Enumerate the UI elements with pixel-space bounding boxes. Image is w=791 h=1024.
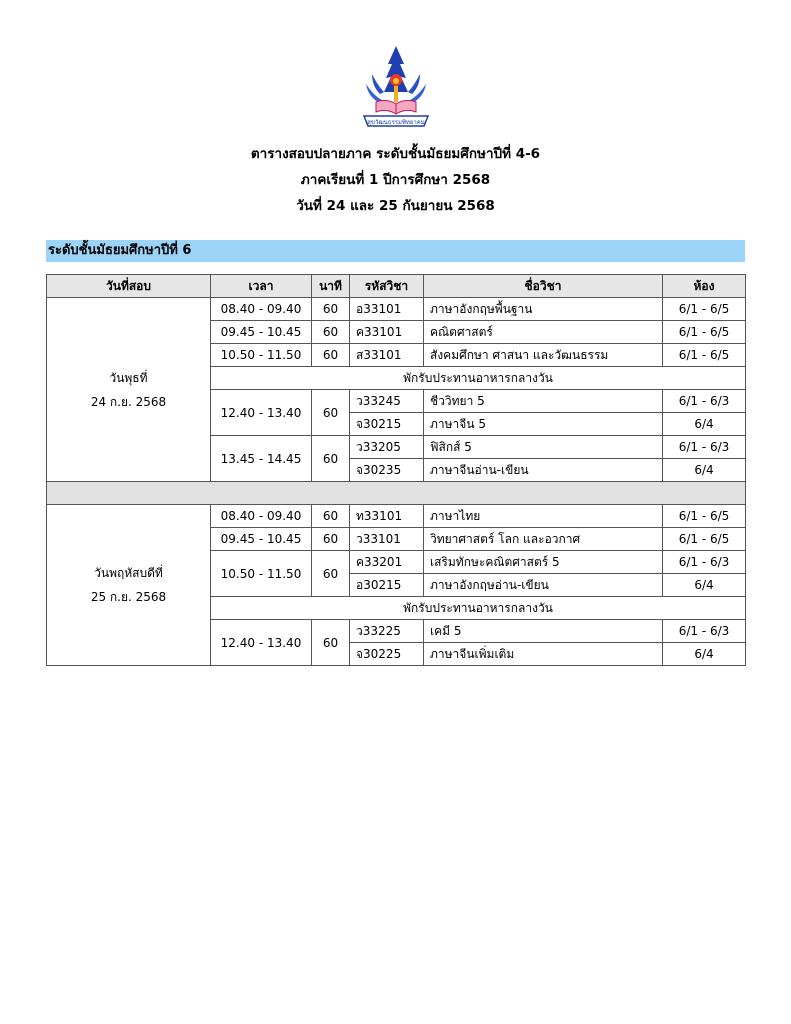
code-cell: ว33205: [350, 436, 424, 459]
time-cell: 13.45 - 14.45: [211, 436, 312, 482]
subject-cell: ภาษาอังกฤษพื้นฐาน: [424, 298, 663, 321]
subject-cell: ภาษาจีน 5: [424, 413, 663, 436]
code-cell: ว33101: [350, 528, 424, 551]
code-cell: อ30215: [350, 574, 424, 597]
room-cell: 6/1 - 6/5: [663, 298, 746, 321]
time-cell: 10.50 - 11.50: [211, 551, 312, 597]
minutes-cell: 60: [312, 551, 350, 597]
room-cell: 6/1 - 6/3: [663, 551, 746, 574]
col-header-subject: ชื่อวิชา: [424, 275, 663, 298]
page-title: ตารางสอบปลายภาค ระดับชั้นมัธยมศึกษาปีที่ 4-6: [250, 146, 541, 162]
lunch-break-label: พักรับประทานอาหารกลางวัน: [211, 367, 746, 390]
day-date: 24 ก.ย. 2568: [90, 394, 167, 409]
room-cell: 6/4: [663, 574, 746, 597]
day-name: วันพุธที่: [109, 370, 148, 385]
room-cell: 6/1 - 6/3: [663, 436, 746, 459]
time-cell: 08.40 - 09.40: [211, 298, 312, 321]
time-cell: 10.50 - 11.50: [211, 344, 312, 367]
lunch-break-label: พักรับประทานอาหารกลางวัน: [211, 597, 746, 620]
day-name: วันพฤหัสบดีที่: [94, 566, 163, 580]
day-separator-row: [47, 482, 746, 505]
room-cell: 6/1 - 6/3: [663, 620, 746, 643]
header: [0, 141, 791, 219]
minutes-cell: 60: [312, 344, 350, 367]
room-cell: 6/4: [663, 459, 746, 482]
code-cell: ว33225: [350, 620, 424, 643]
subject-cell: ภาษาอังกฤษอ่าน-เขียน: [424, 574, 663, 597]
subject-cell: สังคมศึกษา ศาสนา และวัฒนธรรม: [424, 344, 663, 367]
day-separator: [47, 482, 746, 505]
room-cell: 6/1 - 6/5: [663, 505, 746, 528]
code-cell: จ30235: [350, 459, 424, 482]
col-header-time: เวลา: [211, 275, 312, 298]
code-cell: ท33101: [350, 505, 424, 528]
time-cell: 09.45 - 10.45: [211, 321, 312, 344]
col-header-room: ห้อง: [663, 275, 746, 298]
minutes-cell: 60: [312, 436, 350, 482]
logo-motto: สุขวัฒนธรรมพิทยาคม: [367, 119, 425, 126]
semester-line: ภาคเรียนที่ 1 ปีการศึกษา 2568: [300, 172, 491, 188]
code-cell: ค33201: [350, 551, 424, 574]
time-cell: 12.40 - 13.40: [211, 390, 312, 436]
time-cell: 08.40 - 09.40: [211, 505, 312, 528]
code-cell: จ30215: [350, 413, 424, 436]
level-banner: ระดับชั้นมัธยมศึกษาปีที่ 6: [46, 240, 745, 262]
subject-cell: คณิตศาสตร์: [424, 321, 663, 344]
room-cell: 6/1 - 6/5: [663, 321, 746, 344]
code-cell: จ30225: [350, 643, 424, 666]
code-cell: อ33101: [350, 298, 424, 321]
room-cell: 6/1 - 6/5: [663, 344, 746, 367]
subject-cell: ภาษาจีนอ่าน-เขียน: [424, 459, 663, 482]
subject-cell: เสริมทักษะคณิตศาสตร์ 5: [424, 551, 663, 574]
room-cell: 6/4: [663, 413, 746, 436]
exam-schedule-table: [46, 274, 746, 666]
minutes-cell: 60: [312, 321, 350, 344]
subject-cell: เคมี 5: [424, 620, 663, 643]
code-cell: ค33101: [350, 321, 424, 344]
subject-cell: ภาษาจีนเพิ่มเติม: [424, 643, 663, 666]
exam-dates: วันที่ 24 และ 25 กันยายน 2568: [296, 198, 495, 214]
minutes-cell: 60: [312, 620, 350, 666]
col-header-code: รหัสวิชา: [350, 275, 424, 298]
code-cell: ว33245: [350, 390, 424, 413]
minutes-cell: 60: [312, 528, 350, 551]
day-cell: [47, 505, 211, 666]
table-row: [47, 505, 746, 528]
code-cell: ส33101: [350, 344, 424, 367]
room-cell: 6/1 - 6/3: [663, 390, 746, 413]
school-logo: [358, 44, 434, 136]
subject-cell: ชีววิทยา 5: [424, 390, 663, 413]
subject-cell: วิทยาศาสตร์ โลก และอวกาศ: [424, 528, 663, 551]
day-cell: [47, 298, 211, 482]
subject-cell: ภาษาไทย: [424, 505, 663, 528]
minutes-cell: 60: [312, 298, 350, 321]
time-cell: 09.45 - 10.45: [211, 528, 312, 551]
table-row: [47, 298, 746, 321]
day-date: 25 ก.ย. 2568: [90, 590, 167, 604]
minutes-cell: 60: [312, 505, 350, 528]
table-header-row: [47, 275, 746, 298]
col-header-minutes: นาที: [312, 275, 350, 298]
room-cell: 6/4: [663, 643, 746, 666]
time-cell: 12.40 - 13.40: [211, 620, 312, 666]
minutes-cell: 60: [312, 390, 350, 436]
room-cell: 6/1 - 6/5: [663, 528, 746, 551]
col-header-date: วันที่สอบ: [47, 275, 211, 298]
subject-cell: ฟิสิกส์ 5: [424, 436, 663, 459]
